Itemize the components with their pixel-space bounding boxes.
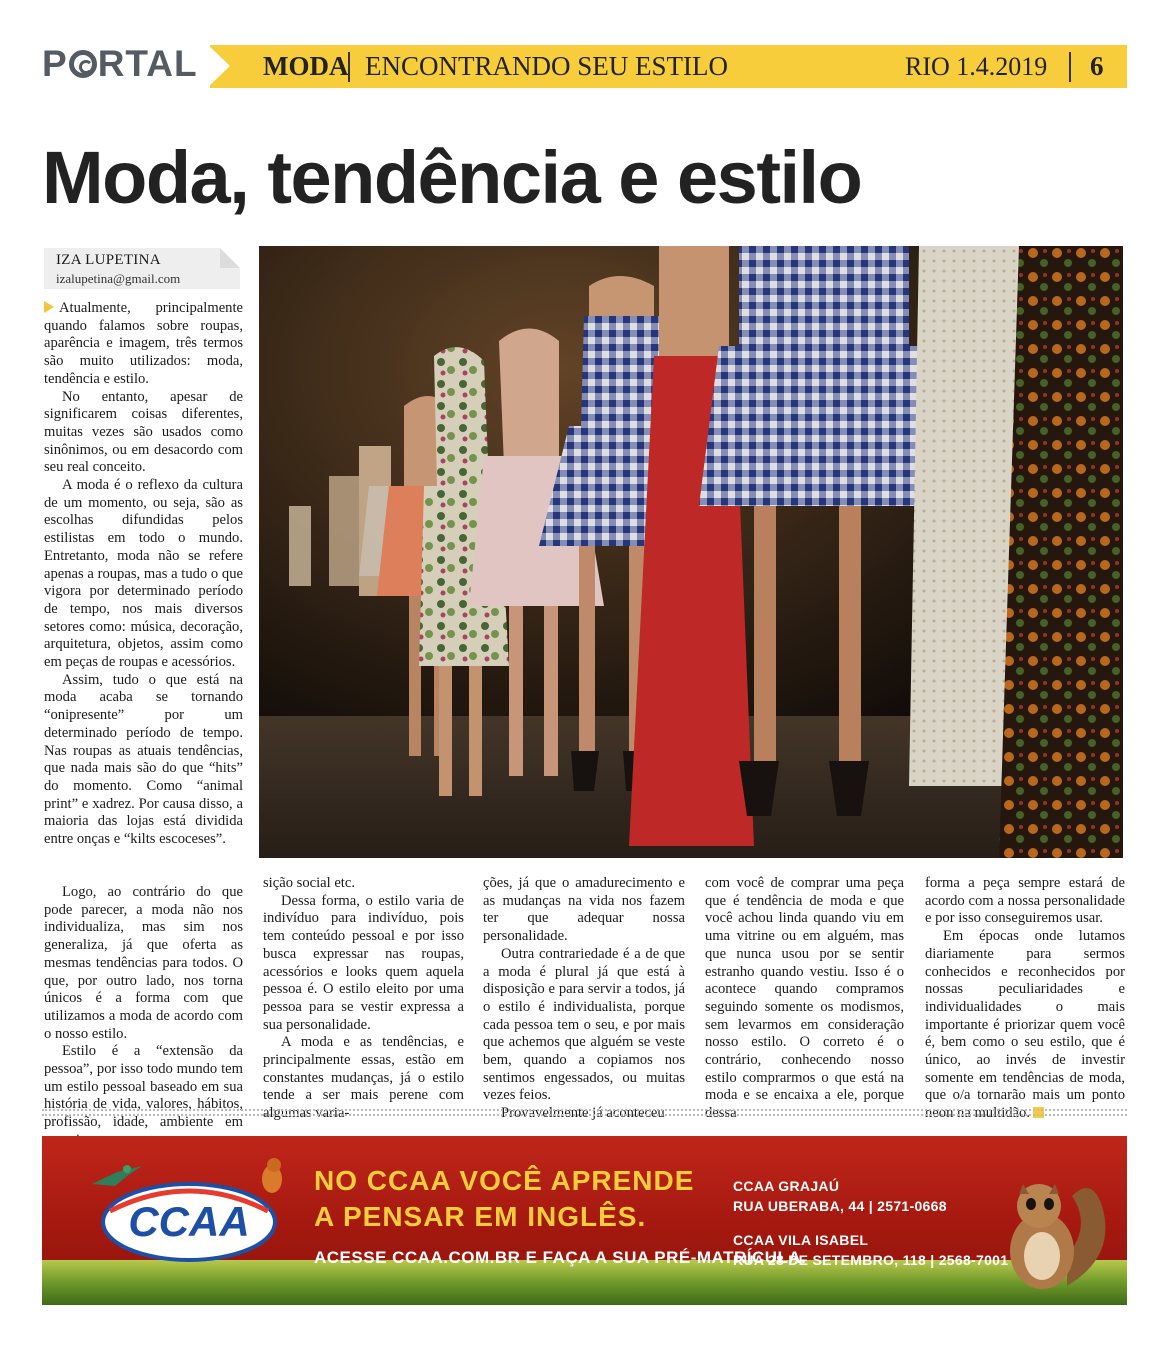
article-paragraph: Dessa forma, o estilo varia de indivíduo para indivíduo, pois tem conteúdo pessoal e por isso busca expressar nas roupas, acessórios e looks quem aquela pessoa é. O estilo eleito por uma pessoa para se vestir expressa a sua personalidade. — [263, 892, 464, 1033]
ccaa-advertisement[interactable] — [42, 1136, 1127, 1305]
article-paragraph: No entanto, apesar de significarem coisas diferentes, muitas vezes são usados como sinônimos, ou em desacordo com seu real conceito. — [44, 388, 243, 476]
article-paragraph: Em épocas onde lutamos diariamente para sermos conhecidos e reconhecidos por nossas peculiaridades e individualidades o mais importante é priorizar quem você é, bem como o seu estilo, que é único, ao invés de investir somente em tendências de moda, que o/a tornarão mais um ponto neon na multidão. — [925, 928, 1125, 1122]
section-name: MODA — [263, 51, 349, 81]
article-paragraph: forma a peça sempre estará de acordo com a nossa personalidade e por isso conseguiremos usar. — [925, 875, 1125, 927]
article-paragraph: Estilo é a “extensão da pessoa”, por isso todo mundo tem um estilo pessoal baseado em sua história de vida, valores, hábitos, profissão, idade, ambiente em — [44, 1043, 243, 1131]
fashion-runway-photo — [259, 246, 1123, 858]
ad-headline-line2: A PENSAR EM INGLÊS. — [314, 1201, 647, 1232]
article-paragraph: sição social etc. — [263, 875, 355, 891]
article-paragraph: A moda e as tendências, e principalmente essas, estão em constantes mudanças, já o estilo tende a ser mais perene com algumas varia- — [263, 1034, 464, 1122]
byline-fold — [220, 248, 240, 268]
school-1-address: RUA UBERABA, 44 | 2571-0668 — [733, 1198, 947, 1214]
lead-arrow-icon — [44, 301, 54, 313]
ad-headline-line1: NO CCAA VOCÊ APRENDE — [314, 1165, 695, 1196]
article-paragraph: Outra contrariedade é a de que a moda é plural já que está à disposição e para servir a todos, já o estilo é individualista, porque cada pessoa tem o seu, e por mais que achemos que alguém se veste bem, quando a copiamos nos sentimos engessados, ou muitas vezes feios. — [483, 945, 685, 1104]
author-name: IZA LUPETINA — [56, 252, 161, 268]
article-column-3 — [483, 875, 685, 1123]
header-bar-arrow — [208, 45, 230, 87]
edition-date: RIO 1.4.2019 — [905, 52, 1048, 81]
article-paragraph: A moda é o reflexo da cultura de um momento, ou seja, são as escolhas difundidas pelos estilistas em todo o mundo. Entretanto, moda não se refere apenas a roupas, mas a tudo o que vigora por determinado período de tempo, nos mais diversos setores como: música, decoração, arquitetura, objetos, assim como em peças de roupas e acessórios. — [44, 477, 243, 671]
ad-call-to-action[interactable]: ACESSE CCAA.COM.BR E FAÇA A SUA PRÉ-MATRÍCULA. — [314, 1248, 807, 1267]
header-separator — [348, 52, 350, 82]
school-2-address: RUA 28 DE SETEMBRO, 118 | 2568-7001 — [733, 1252, 1009, 1268]
page-number: 6 — [1090, 51, 1104, 81]
hummingbird-icon — [87, 1154, 147, 1194]
bird-icon — [252, 1151, 292, 1201]
article-paragraph: com você de comprar uma peça que é tendência de moda e que você achou linda quando viu em uma vitrine ou em alguém, mas que nunca usou por se sentir estranho quando vestiu. Isso é o acontece quando compramos seguindo somente os modismos, sem levarmos em consideração nosso estilo. O correto é o contrário, conhecendo nosso estilo comprarmos o que está na moda e se encaixa a ele, porque dessa — [705, 875, 904, 1122]
squirrel-icon — [997, 1166, 1117, 1301]
article-column-5 — [925, 875, 1125, 1123]
school-2-name: CCAA VILA ISABEL — [733, 1232, 869, 1248]
header-separator — [1069, 52, 1071, 82]
article-paragraph: Assim, tudo o que está na moda acaba se tornando “onipresente” por um determinado período de tempo. Nas roupas as atuais tendências, que nada mais são do que “hits” do momento. Como “animal print” e xadrez. Por causa disso, a maioria das lojas está dividida entre onças e “kilts escoceses”. — [44, 671, 243, 848]
article-paragraph: Atualmente, principalmente quando falamos sobre roupas, aparência e imagem, três termos são muito utilizados: moda, tendência e estilo. — [44, 300, 243, 387]
article-column-1 — [44, 300, 243, 849]
ccaa-logo-text: CCAA — [128, 1198, 250, 1245]
portal-logo: P RTAL — [42, 43, 198, 84]
dotted-divider — [42, 1114, 1127, 1116]
school-1-name: CCAA GRAJAÚ — [733, 1178, 840, 1194]
article-paragraph: ções, já que o amadurecimento e as mudanças na vida nos fazem ter que adequar nossa personalidade. — [483, 875, 685, 945]
article-title: Moda, tendência e estilo — [42, 136, 862, 219]
article-paragraph: Logo, ao contrário do que pode parecer, a moda não nos individualiza, mas sim nos generaliza, já que oferta as mesmas tendências para todos. O que, por outro lado, nos torna únicos é a forma com que utilizamos a moda de acordo com o nosso estilo. — [44, 884, 243, 1042]
swirl-icon — [69, 50, 97, 78]
article-column-2 — [263, 875, 464, 1123]
article-column-4 — [705, 875, 904, 1123]
author-email: izalupetina@gmail.com — [56, 271, 181, 286]
article-paragraph: Provavelmente já aconteceu — [501, 1105, 665, 1122]
subsection-name: ENCONTRANDO SEU ESTILO — [365, 51, 728, 81]
dotted-divider — [42, 1109, 1127, 1111]
